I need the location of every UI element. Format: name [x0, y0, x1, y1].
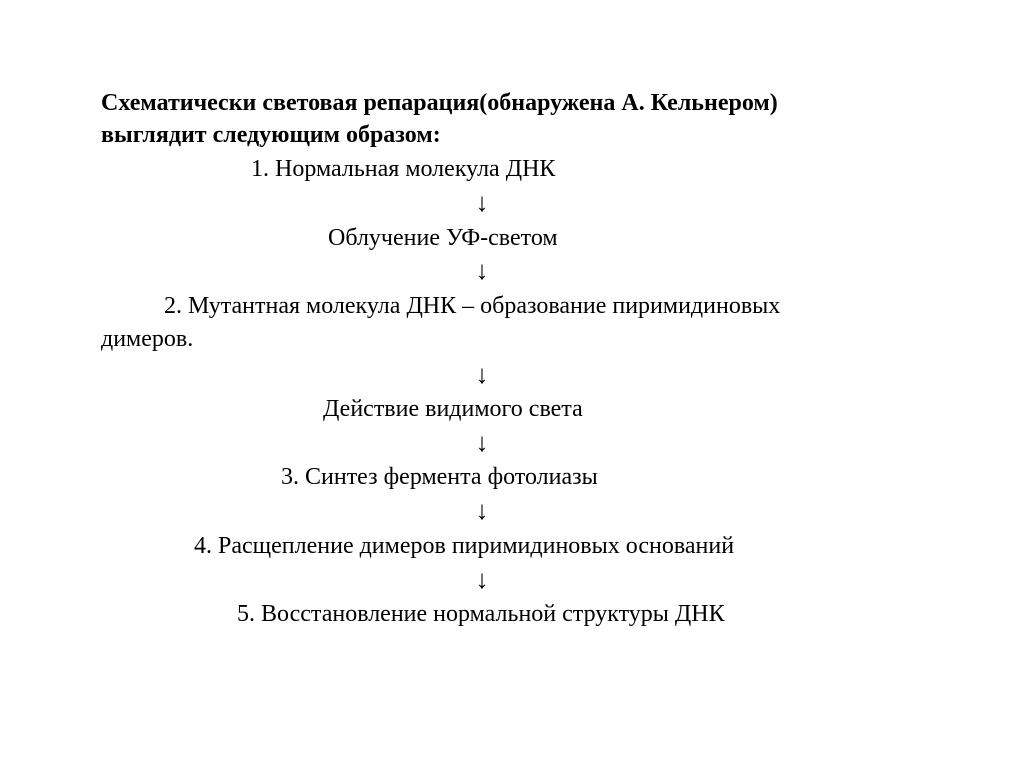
- step-1-normal-dna: 1. Нормальная молекула ДНК: [251, 156, 556, 182]
- uv-irradiation: Облучение УФ-светом: [328, 225, 558, 251]
- down-arrow-icon: ↓: [475, 188, 489, 217]
- heading-line-1: Схематически световая репарация(обнаружена А. Кельнером): [101, 90, 778, 116]
- visible-light-action: Действие видимого света: [323, 396, 583, 422]
- step-2-mutant-dna-line-2: димеров.: [101, 326, 194, 352]
- step-4-dimer-cleavage: 4. Расщепление димеров пиримидиновых оснований: [194, 533, 735, 559]
- step-5-dna-restoration: 5. Восстановление нормальной структуры ДНК: [237, 601, 725, 627]
- down-arrow-icon: ↓: [475, 428, 489, 457]
- down-arrow-icon: ↓: [475, 496, 489, 525]
- step-3-photolyase-synthesis: 3. Синтез фермента фотолиазы: [281, 464, 598, 490]
- down-arrow-icon: ↓: [475, 360, 489, 389]
- heading-line-2: выглядит следующим образом:: [101, 122, 441, 148]
- step-2-mutant-dna-line-1: 2. Мутантная молекула ДНК – образование пиримидиновых: [164, 293, 781, 319]
- down-arrow-icon: ↓: [475, 565, 489, 594]
- down-arrow-icon: ↓: [475, 256, 489, 285]
